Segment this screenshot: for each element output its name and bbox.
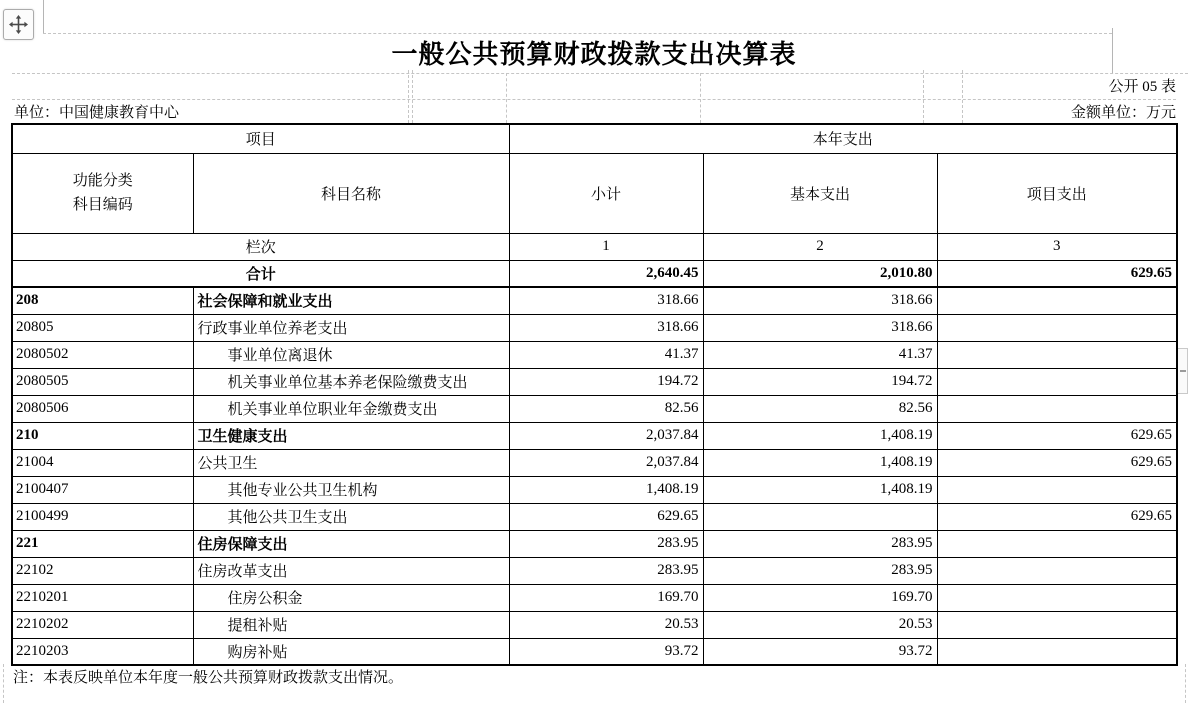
- code-cell: 221: [12, 530, 193, 557]
- table-body: [12, 260, 1177, 665]
- subtotal-cell: 318.66: [509, 287, 703, 314]
- gridline: [962, 70, 963, 123]
- basic-expenditure-cell: 20.53: [703, 611, 937, 638]
- basic-expenditure-cell: 318.66: [703, 287, 937, 314]
- name-cell: 卫生健康支出: [193, 422, 509, 449]
- name-cell: 提租补贴: [193, 611, 509, 638]
- code-cell: 2100499: [12, 503, 193, 530]
- project-expenditure-cell: [937, 476, 1177, 503]
- table-row: [12, 503, 1177, 530]
- project-expenditure-cell: [937, 557, 1177, 584]
- name-cell: 其他公共卫生支出: [193, 503, 509, 530]
- scrollbar-grip-icon: [1180, 370, 1186, 372]
- header-col-num-2: 2: [703, 233, 937, 260]
- project-expenditure-cell: [937, 584, 1177, 611]
- gridline: [1185, 664, 1186, 703]
- project-expenditure-cell: [937, 368, 1177, 395]
- table-row: [12, 530, 1177, 557]
- expenditure-table: [11, 123, 1178, 666]
- basic-expenditure-cell: 169.70: [703, 584, 937, 611]
- header-row-colnums: [12, 233, 1177, 260]
- gridline: [700, 73, 701, 123]
- basic-expenditure-cell: 283.95: [703, 530, 937, 557]
- project-expenditure-cell: [937, 638, 1177, 665]
- header-col-num-3: 3: [937, 233, 1177, 260]
- subtotal-cell: 629.65: [509, 503, 703, 530]
- project-expenditure-cell: [937, 530, 1177, 557]
- gridline: [12, 73, 1188, 74]
- subtotal-cell: 1,408.19: [509, 476, 703, 503]
- gridline: [3, 664, 4, 703]
- amount-unit-label: 金额单位：万元: [1070, 105, 1176, 121]
- table-row: [12, 395, 1177, 422]
- header-current-year-expenditure: 本年支出: [509, 124, 1177, 153]
- name-cell: 住房公积金: [193, 584, 509, 611]
- basic-expenditure-cell: 318.66: [703, 314, 937, 341]
- subtotal-cell: 2,640.45: [509, 260, 703, 287]
- header-project-expenditure: 项目支出: [937, 153, 1177, 233]
- table-row: [12, 638, 1177, 665]
- gridline: [506, 73, 507, 123]
- code-cell: 22102: [12, 557, 193, 584]
- basic-expenditure-cell: 93.72: [703, 638, 937, 665]
- basic-expenditure-cell: 283.95: [703, 557, 937, 584]
- table-row: [12, 584, 1177, 611]
- name-cell: 住房保障支出: [193, 530, 509, 557]
- project-expenditure-cell: [937, 314, 1177, 341]
- name-cell: 行政事业单位养老支出: [193, 314, 509, 341]
- table-row: [12, 341, 1177, 368]
- gridline: [412, 70, 413, 123]
- subtotal-cell: 318.66: [509, 314, 703, 341]
- total-label: 合计: [12, 260, 509, 287]
- code-cell: 21004: [12, 449, 193, 476]
- name-cell: 事业单位离退休: [193, 341, 509, 368]
- gridline: [408, 70, 409, 123]
- move-arrows-icon: [9, 15, 28, 34]
- gridline: [923, 70, 924, 123]
- code-cell: 2210201: [12, 584, 193, 611]
- code-cell: 2210203: [12, 638, 193, 665]
- header-row-groups: [12, 124, 1177, 153]
- header-func-class-code: 功能分类 科目编码: [12, 153, 193, 233]
- name-cell: 公共卫生: [193, 449, 509, 476]
- basic-expenditure-cell: 1,408.19: [703, 449, 937, 476]
- basic-expenditure-cell: 1,408.19: [703, 422, 937, 449]
- gridline: [12, 99, 1176, 100]
- code-cell: 2210202: [12, 611, 193, 638]
- table-row: [12, 449, 1177, 476]
- scrollbar-thumb[interactable]: [1177, 348, 1188, 394]
- subtotal-cell: 169.70: [509, 584, 703, 611]
- basic-expenditure-cell: [703, 503, 937, 530]
- subtotal-cell: 20.53: [509, 611, 703, 638]
- subtotal-cell: 41.37: [509, 341, 703, 368]
- table-row: [12, 314, 1177, 341]
- code-cell: 208: [12, 287, 193, 314]
- project-expenditure-cell: 629.65: [937, 503, 1177, 530]
- project-expenditure-cell: 629.65: [937, 422, 1177, 449]
- project-expenditure-cell: 629.65: [937, 260, 1177, 287]
- subtotal-cell: 283.95: [509, 557, 703, 584]
- total-row: [12, 260, 1177, 287]
- table-row: [12, 476, 1177, 503]
- page-title: 一般公共预算财政拨款支出决算表: [391, 40, 797, 69]
- name-cell: 购房补贴: [193, 638, 509, 665]
- project-expenditure-cell: [937, 341, 1177, 368]
- subtotal-cell: 283.95: [509, 530, 703, 557]
- name-cell: 其他专业公共卫生机构: [193, 476, 509, 503]
- header-column-row-label: 栏次: [12, 233, 509, 260]
- basic-expenditure-cell: 82.56: [703, 395, 937, 422]
- table-row: [12, 422, 1177, 449]
- public-table-number: 公开 05 表: [1108, 79, 1176, 95]
- code-cell: 2080506: [12, 395, 193, 422]
- name-cell: 社会保障和就业支出: [193, 287, 509, 314]
- gridline: [43, 0, 44, 33]
- project-expenditure-cell: 629.65: [937, 449, 1177, 476]
- subtotal-cell: 93.72: [509, 638, 703, 665]
- org-unit-label: 单位：中国健康教育中心: [14, 105, 180, 121]
- header-subject-name: 科目名称: [193, 153, 509, 233]
- subtotal-cell: 2,037.84: [509, 449, 703, 476]
- header-subtotal: 小计: [509, 153, 703, 233]
- header-col-num-1: 1: [509, 233, 703, 260]
- project-expenditure-cell: [937, 287, 1177, 314]
- basic-expenditure-cell: 194.72: [703, 368, 937, 395]
- header-row-columns: [12, 153, 1177, 233]
- table-row: [12, 368, 1177, 395]
- code-cell: 2080505: [12, 368, 193, 395]
- basic-expenditure-cell: 1,408.19: [703, 476, 937, 503]
- project-expenditure-cell: [937, 611, 1177, 638]
- name-cell: 机关事业单位基本养老保险缴费支出: [193, 368, 509, 395]
- subtotal-cell: 194.72: [509, 368, 703, 395]
- code-cell: 2100407: [12, 476, 193, 503]
- subtotal-cell: 82.56: [509, 395, 703, 422]
- project-expenditure-cell: [937, 395, 1177, 422]
- code-cell: 2080502: [12, 341, 193, 368]
- table-row: [12, 287, 1177, 314]
- table-row: [12, 557, 1177, 584]
- header-project: 项目: [12, 124, 509, 153]
- name-cell: 住房改革支出: [193, 557, 509, 584]
- table-row: [12, 611, 1177, 638]
- note-text: 注：本表反映单位本年度一般公共预算财政拨款支出情况。: [13, 670, 404, 686]
- code-cell: 210: [12, 422, 193, 449]
- basic-expenditure-cell: 2,010.80: [703, 260, 937, 287]
- name-cell: 机关事业单位职业年金缴费支出: [193, 395, 509, 422]
- code-cell: 20805: [12, 314, 193, 341]
- basic-expenditure-cell: 41.37: [703, 341, 937, 368]
- subtotal-cell: 2,037.84: [509, 422, 703, 449]
- header-basic-expenditure: 基本支出: [703, 153, 937, 233]
